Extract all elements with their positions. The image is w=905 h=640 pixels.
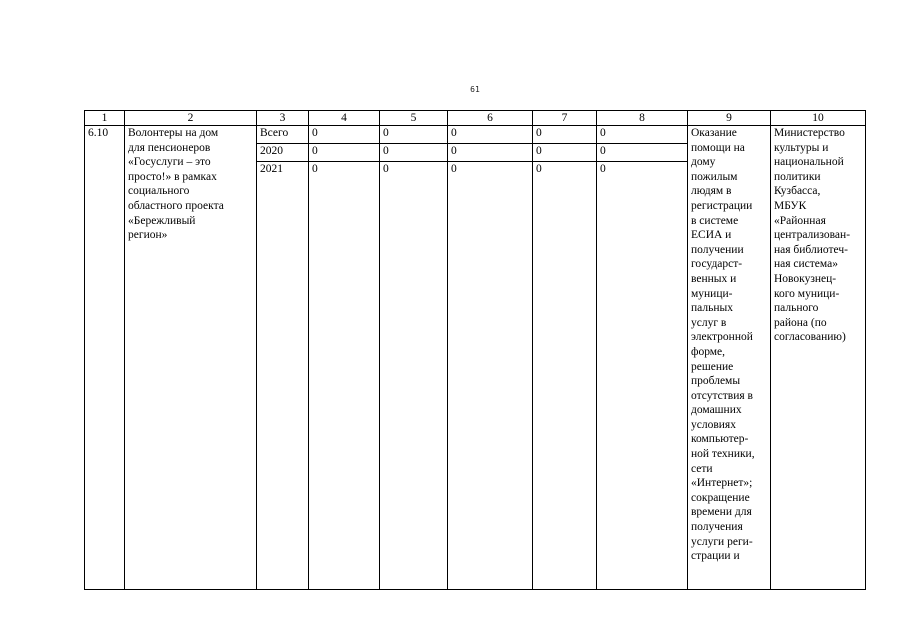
header-cell: 4	[309, 111, 380, 126]
measure-name: Волонтеры на дом для пенсионеров «Госуслуги – это просто!» в рамках социального областного проекта «Бережливый регион»	[125, 126, 257, 590]
year-label: 2020	[257, 144, 309, 162]
value-cell: 0	[309, 162, 380, 180]
header-cell: 10	[771, 111, 866, 126]
empty-cell	[533, 179, 597, 590]
empty-cell	[597, 179, 688, 590]
empty-cell	[309, 179, 380, 590]
header-cell: 7	[533, 111, 597, 126]
value-cell: 0	[448, 162, 533, 180]
value-cell: 0	[309, 144, 380, 162]
row-id: 6.10	[85, 126, 125, 590]
page-number: 61	[470, 85, 480, 94]
year-label: 2021	[257, 162, 309, 180]
value-cell: 0	[380, 144, 448, 162]
value-cell: 0	[533, 162, 597, 180]
header-cell: 6	[448, 111, 533, 126]
value-cell: 0	[597, 126, 688, 144]
empty-cell	[380, 179, 448, 590]
header-cell: 1	[85, 111, 125, 126]
header-cell: 8	[597, 111, 688, 126]
value-cell: 0	[380, 126, 448, 144]
header-cell: 2	[125, 111, 257, 126]
executor: Министерство культуры и национальной политики Кузбасса, МБУК «Районная централизован- ная библиотеч- ная система» Новокузнец- кого муници- пального района (по согласованию)	[771, 126, 866, 590]
header-cell: 9	[688, 111, 771, 126]
value-cell: 0	[448, 144, 533, 162]
header-cell: 5	[380, 111, 448, 126]
empty-cell	[448, 179, 533, 590]
value-cell: 0	[597, 144, 688, 162]
value-cell: 0	[533, 144, 597, 162]
table-row	[85, 126, 866, 144]
header-cell: 3	[257, 111, 309, 126]
value-cell: 0	[380, 162, 448, 180]
expected-result: Оказание помощи на дому пожилым людям в регистрации в системе ЕСИА и получении государст- венных и муници- пальных услуг в электронной форме, решение проблемы отсутствия в домашних условиях компьютер- ной техники, сети «Интернет»; сокращение времени для получения услуги реги- страции и	[688, 126, 771, 590]
empty-cell	[257, 179, 309, 590]
value-cell: 0	[597, 162, 688, 180]
value-cell: 0	[533, 126, 597, 144]
table-header-row	[85, 111, 866, 126]
value-cell: 0	[309, 126, 380, 144]
year-label: Всего	[257, 126, 309, 144]
program-table	[84, 110, 866, 590]
value-cell: 0	[448, 126, 533, 144]
